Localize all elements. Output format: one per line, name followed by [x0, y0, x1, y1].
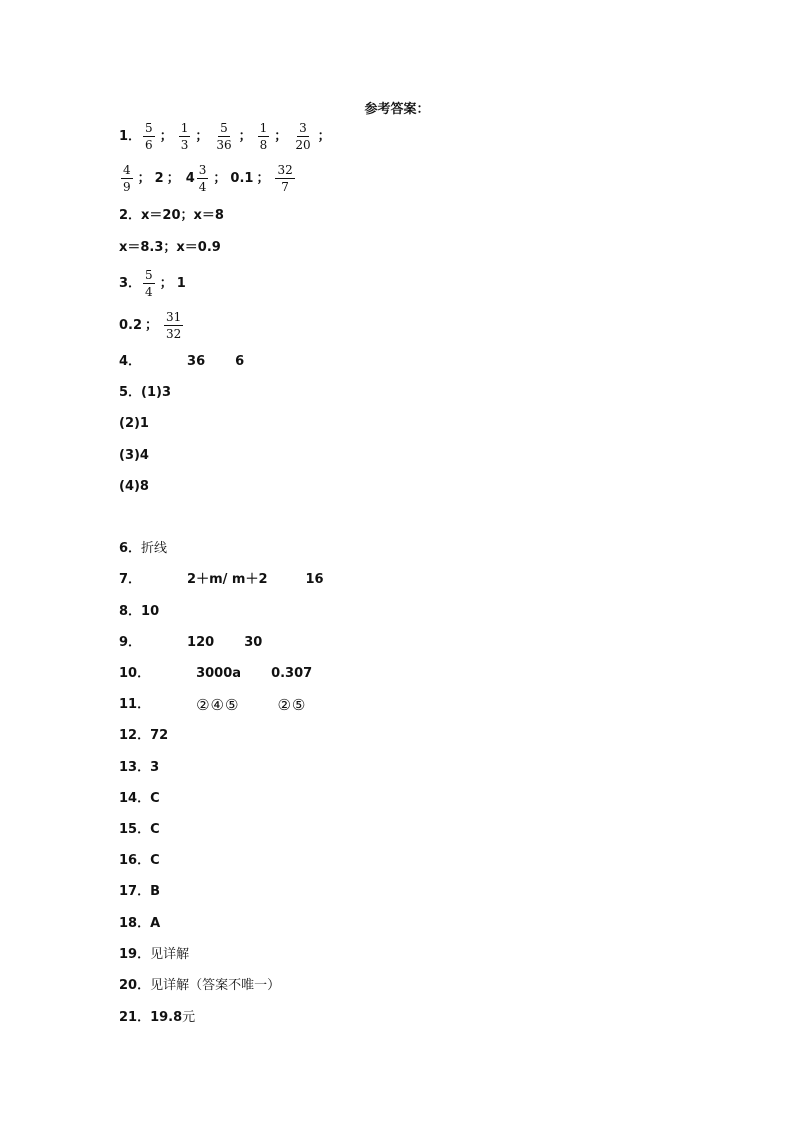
q5-line-3 — [119, 448, 149, 464]
q2-answer-1: x＝20；x＝8 — [141, 208, 224, 223]
q2-number: 2． — [119, 208, 142, 223]
q18-answer: A — [150, 916, 161, 931]
q1-mixed-fraction: $\frac{3}{4}$ — [198, 163, 207, 194]
q18-line — [119, 916, 160, 932]
q1-mixed-whole: 4 — [185, 170, 195, 186]
q21-unit: 元 — [182, 1010, 196, 1025]
q5-item-1: (1)3 — [141, 385, 172, 400]
q9-answer-a: 120 — [187, 635, 215, 650]
q1-fraction-4: $\frac{1}{8}$ — [259, 121, 268, 152]
q6-number: 6． — [119, 541, 142, 556]
q11-answer-b: ②⑤ — [277, 696, 307, 714]
q2-row1 — [119, 208, 224, 224]
q3-row2-fraction: $\frac{31}{32}$ — [166, 310, 182, 341]
q20-number: 20． — [119, 978, 151, 993]
q15-line — [119, 822, 160, 838]
q15-answer: C — [150, 822, 160, 837]
q14-number: 14． — [119, 791, 151, 806]
q7-number: 7． — [119, 572, 142, 587]
q19-answer: 见详解 — [150, 947, 190, 962]
q1-fraction-1: $\frac{5}{6}$ — [145, 121, 153, 152]
q1-row2-fraction-5: $\frac{32}{7}$ — [277, 163, 293, 194]
q5-item-4: (4)8 — [119, 479, 149, 494]
q6-answer: 折线 — [141, 541, 168, 556]
q18-number: 18． — [119, 916, 151, 931]
q1-fraction-5: $\frac{3}{20}$ — [295, 121, 311, 152]
q20-answer: 见详解（答案不唯一） — [150, 978, 281, 993]
q4-answer-a: 36 — [187, 354, 206, 369]
q10-answer-a: 3000a — [196, 666, 242, 681]
q1-row1: 1． $\frac{5}{6}$ ； $\frac{1}{3}$ ； $\frac{5}{36}$ ； $\frac{1}{8}$ ； $\frac{3}{20}$ ； — [119, 121, 331, 152]
q4-line — [119, 354, 244, 370]
q8-number: 8． — [119, 604, 142, 619]
page-title: 参考答案： — [364, 102, 430, 117]
q3-row2: 0.2 ； $\frac{31}{32}$ — [119, 310, 182, 341]
q13-number: 13． — [119, 760, 151, 775]
q7-line — [119, 572, 324, 588]
q14-answer: C — [150, 791, 160, 806]
q5-line-4 — [119, 479, 149, 495]
q20-line — [119, 978, 280, 994]
q3-number: 3． — [119, 275, 142, 291]
q9-line — [119, 635, 262, 651]
q11-answer-a: ②④⑤ — [196, 696, 240, 714]
q5-item-3: (3)4 — [119, 448, 149, 463]
q9-number: 9． — [119, 635, 142, 650]
q1-row2-value-4: 0.1 — [230, 170, 254, 186]
q1-row2-value-2: 2 — [154, 170, 164, 186]
q7-answer-a: 2＋m/ m＋2 — [187, 572, 268, 587]
q1-row2-fraction-1: $\frac{4}{9}$ — [123, 163, 131, 194]
q15-number: 15． — [119, 822, 151, 837]
q11-line — [119, 697, 306, 713]
q12-answer: 72 — [150, 728, 169, 743]
q10-answer-b: 0.307 — [271, 666, 313, 681]
q4-answer-b: 6 — [235, 354, 245, 369]
q14-line — [119, 791, 160, 807]
q16-number: 16． — [119, 853, 151, 868]
q16-answer: C — [150, 853, 160, 868]
q1-fraction-3: $\frac{5}{36}$ — [216, 121, 232, 152]
q19-number: 19． — [119, 947, 151, 962]
q7-answer-b: 16 — [305, 572, 324, 587]
q5-line-1 — [119, 385, 171, 401]
q5-number: 5． — [119, 385, 142, 400]
q10-number: 10． — [119, 666, 151, 681]
q3-value: 1 — [176, 275, 186, 291]
q5-line-2 — [119, 416, 149, 432]
q3-row1: 3． $\frac{5}{4}$ ； 1 — [119, 268, 186, 299]
q16-line — [119, 853, 160, 869]
q4-number: 4． — [119, 354, 142, 369]
q1-number: 1． — [119, 128, 142, 144]
q21-number: 21． — [119, 1010, 151, 1025]
q21-line — [119, 1010, 195, 1026]
q19-line — [119, 947, 189, 963]
q9-answer-b: 30 — [244, 635, 263, 650]
q3-row2-value: 0.2 — [119, 317, 143, 333]
q13-answer: 3 — [150, 760, 160, 775]
q10-line — [119, 666, 312, 682]
q13-line — [119, 760, 159, 776]
q1-row2: $\frac{4}{9}$ ； 2 ； 4 $\frac{3}{4}$ ； 0.1 ； $\frac{32}{7}$ — [123, 163, 293, 194]
q2-answer-2: x＝8.3；x＝0.9 — [119, 240, 221, 255]
q8-line — [119, 604, 159, 620]
q6-line — [119, 541, 167, 557]
q17-answer: B — [150, 884, 161, 899]
q5-item-2: (2)1 — [119, 416, 149, 431]
q17-number: 17． — [119, 884, 151, 899]
q2-row2 — [119, 240, 221, 256]
q1-fraction-2: $\frac{1}{3}$ — [180, 121, 189, 152]
q21-value: 19.8 — [150, 1010, 183, 1025]
q12-number: 12． — [119, 728, 151, 743]
q12-line — [119, 728, 168, 744]
q17-line — [119, 884, 160, 900]
q3-fraction: $\frac{5}{4}$ — [145, 268, 153, 299]
q8-answer: 10 — [141, 604, 160, 619]
q11-number: 11． — [119, 697, 151, 712]
